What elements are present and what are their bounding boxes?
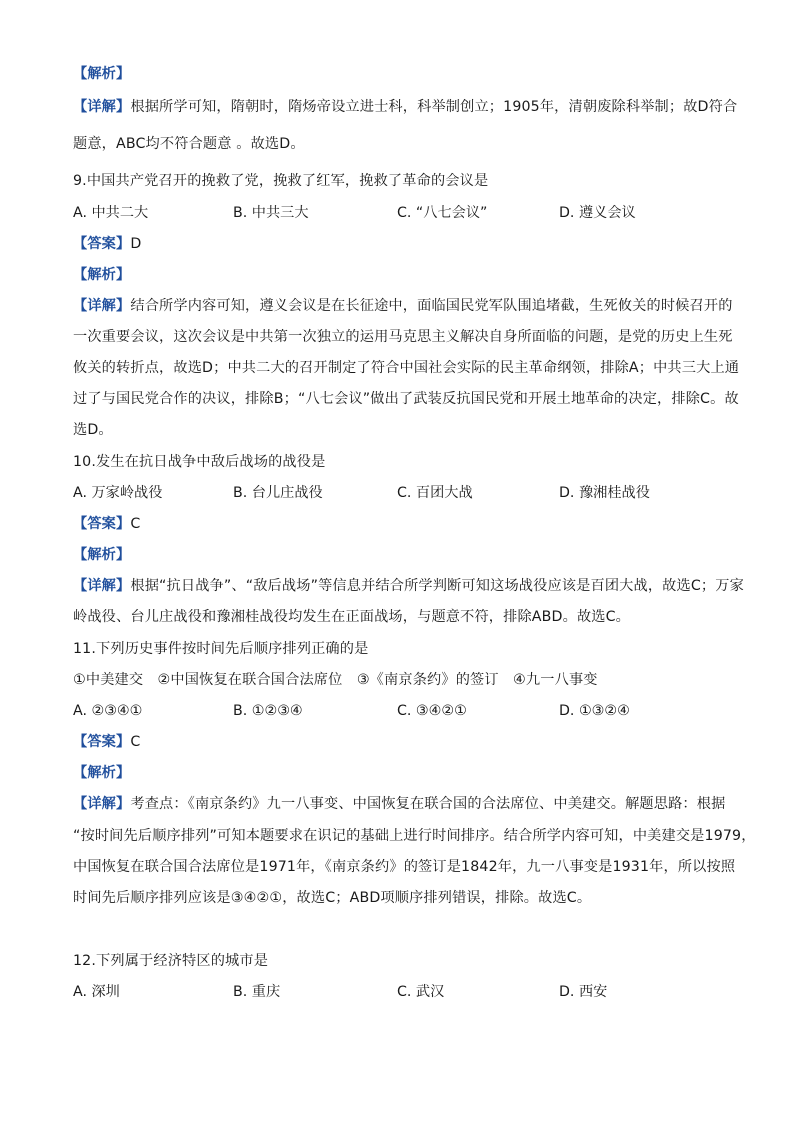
question-11-option-a: A. ②③④①: [73, 703, 143, 719]
question-9-detail-line: 【详解】结合所学内容可知，遵义会议是在长征途中，面临国民党军队围追堵截，生死攸关的时候召开的: [73, 298, 733, 314]
question-11-detail-line: 时间先后顺序排列应该是③④②①，故选C；ABD项顺序排列错误，排除。故选C。: [73, 890, 592, 906]
question-12-option-b: B. 重庆: [233, 984, 281, 1000]
question-11-detail-line: 【详解】考查点：《南京条约》九一八事变、中国恢复在联合国的合法席位、中美建交。解题思路：根据: [73, 796, 726, 812]
question-10-detail-line: 岭战役、台儿庄战役和豫湘桂战役均发生在正面战场，与题意不符，排除ABD。故选C。: [73, 609, 631, 625]
question-9-detail-line: 选D。: [73, 422, 113, 438]
analysis-heading: 【解析】: [73, 66, 131, 82]
question-10-detail-line: 【详解】根据“抗日战争”、“敌后战场”等信息并结合所学判断可知这场战役应该是百团大战，故选C；万家: [73, 578, 744, 594]
question-9-option-a: A. 中共二大: [73, 205, 149, 221]
question-10-analysis-heading: 【解析】: [73, 547, 131, 563]
question-9-option-c: C. “八七会议”: [397, 205, 488, 221]
question-11-option-b: B. ①②③④: [233, 703, 303, 719]
question-10-option-d: D. 豫湘桂战役: [559, 485, 650, 501]
question-9-stem: 9.中国共产党召开的挽救了党，挽救了红军，挽救了革命的会议是: [73, 173, 489, 189]
detail-paragraph-line: 【详解】根据所学可知，隋朝时，隋炀帝设立进士科，科举制创立；1905年，清朝废除科举制；故D符合: [73, 99, 738, 115]
question-9-answer: 【答案】D: [73, 236, 142, 252]
question-9-analysis-heading: 【解析】: [73, 267, 131, 283]
question-10-answer: 【答案】C: [73, 516, 141, 532]
question-12-stem: 12.下列属于经济特区的城市是: [73, 953, 269, 969]
question-9-option-d: D. 遵义会议: [559, 205, 636, 221]
question-10-stem: 10.发生在抗日战争中敌后战场的战役是: [73, 454, 326, 470]
question-9-option-b: B. 中共三大: [233, 205, 309, 221]
question-11-analysis-heading: 【解析】: [73, 765, 131, 781]
question-12-option-c: C. 武汉: [397, 984, 445, 1000]
question-12-option-d: D. 西安: [559, 984, 608, 1000]
question-10-option-b: B. 台儿庄战役: [233, 485, 323, 501]
question-10-option-a: A. 万家岭战役: [73, 485, 163, 501]
question-9-detail-line: 一次重要会议，这次会议是中共第一次独立的运用马克思主义解决自身所面临的问题，是党的历史上生死: [73, 329, 733, 345]
question-12-option-a: A. 深圳: [73, 984, 120, 1000]
question-11-items: ①中美建交 ②中国恢复在联合国合法席位 ③《南京条约》的签订 ④九一八事变: [73, 672, 598, 688]
question-11-detail-line: “按时间先后顺序排列”可知本题要求在识记的基础上进行时间排序。结合所学内容可知，中美建交是1979，: [73, 828, 756, 844]
question-9-detail-line: 过了与国民党合作的决议，排除B；“八七会议”做出了武装反抗国民党和开展土地革命的决定，排除C。故: [73, 391, 739, 407]
question-11-option-d: D. ①③②④: [559, 703, 630, 719]
question-11-detail-line: 中国恢复在联合国合法席位是1971年，《南京条约》的签订是1842年，九一八事变是1931年，所以按照: [73, 859, 736, 875]
question-10-option-c: C. 百团大战: [397, 485, 473, 501]
question-11-option-c: C. ③④②①: [397, 703, 467, 719]
question-11-answer: 【答案】C: [73, 734, 141, 750]
question-11-stem: 11.下列历史事件按时间先后顺序排列正确的是: [73, 641, 369, 657]
question-9-detail-line: 攸关的转折点，故选D；中共二大的召开制定了符合中国社会实际的民主革命纲领，排除A；中共三大上通: [73, 360, 740, 376]
detail-paragraph-line: 题意，ABC均不符合题意 。故选D。: [73, 136, 305, 152]
